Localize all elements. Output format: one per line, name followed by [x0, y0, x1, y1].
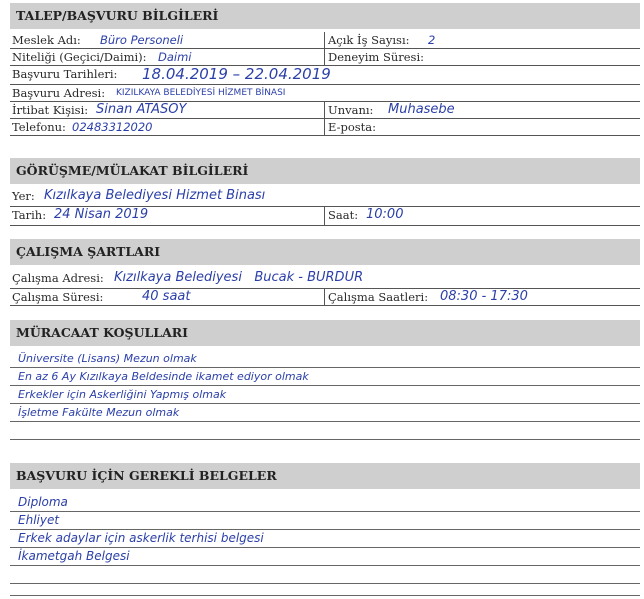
- divider: [324, 119, 325, 135]
- irtibat-value: Sinan ATASOY: [96, 102, 187, 117]
- divider: [324, 102, 325, 118]
- muracaat-line-empty: [10, 422, 640, 440]
- belge-line: [10, 548, 640, 566]
- belge-line: [10, 494, 640, 512]
- muracaat-line: [10, 386, 640, 404]
- calisma-adres-value: Kızılkaya Belediyesi Bucak - BURDUR: [114, 270, 364, 285]
- basvuru-tarih-value: 18.04.2019 – 22.04.2019: [142, 65, 331, 83]
- belge-line: [10, 512, 640, 530]
- row-basvuru-tarihleri: [10, 66, 640, 85]
- belge-line-text: Diploma: [18, 495, 68, 509]
- muracaat-line: [10, 368, 640, 386]
- section-header-calisma: ÇALIŞMA ŞARTLARI: [10, 239, 640, 265]
- section-header-muracaat: MÜRACAAT KOŞULLARI: [10, 320, 640, 346]
- calisma-sure-value: 40 saat: [142, 289, 191, 304]
- calisma-saatleri-value: 08:30 - 17:30: [440, 289, 528, 304]
- belge-line: [10, 530, 640, 548]
- belge-line-empty: [10, 583, 640, 596]
- eposta-label: E-posta:: [328, 120, 377, 134]
- section-header-talep: TALEP/BAŞVURU BİLGİLERİ: [10, 3, 640, 29]
- row-yer: [10, 188, 640, 207]
- gorusme-tarih-value: 24 Nisan 2019: [54, 207, 149, 222]
- meslek-label: Meslek Adı:: [12, 33, 81, 47]
- unvan-label: Unvanı:: [328, 103, 374, 117]
- muracaat-line-text: Üniversite (Lisans) Mezun olmak: [18, 352, 197, 365]
- yer-value: Kızılkaya Belediyesi Hizmet Binası: [44, 188, 266, 203]
- row-meslek: [10, 32, 640, 49]
- muracaat-line-text: Erkekler için Askerliğini Yapmış olmak: [18, 388, 227, 401]
- calisma-saatleri-label: Çalışma Saatleri:: [328, 290, 429, 304]
- belge-line-text: İkametgah Belgesi: [18, 549, 130, 563]
- row-tarih-saat: [10, 207, 640, 226]
- yer-label: Yer:: [12, 189, 35, 203]
- section-header-gorusme: GÖRÜŞME/MÜLAKAT BİLGİLERİ: [10, 158, 640, 184]
- irtibat-label: İrtibat Kişisi:: [12, 103, 89, 117]
- acik-is-label: Açık İş Sayısı:: [328, 33, 410, 47]
- basvuru-adres-label: Başvuru Adresi:: [12, 86, 106, 100]
- calisma-adres-label: Çalışma Adresi:: [12, 271, 104, 285]
- saat-value: 10:00: [366, 207, 404, 222]
- row-basvuru-adresi: [10, 85, 640, 102]
- unvan-value: Muhasebe: [388, 102, 455, 117]
- row-calisma-adresi: [10, 270, 640, 289]
- muracaat-line: [10, 404, 640, 422]
- niteligi-value: Daimi: [158, 50, 192, 64]
- acik-is-value: 2: [428, 33, 436, 47]
- divider: [324, 32, 325, 48]
- calisma-sure-label: Çalışma Süresi:: [12, 290, 104, 304]
- basvuru-tarih-label: Başvuru Tarihleri:: [12, 67, 118, 81]
- divider: [324, 49, 325, 65]
- divider: [324, 207, 325, 225]
- telefon-label: Telefonu:: [12, 120, 66, 134]
- belge-line-text: Ehliyet: [18, 513, 60, 527]
- muracaat-line: [10, 350, 640, 368]
- muracaat-line-text: İşletme Fakülte Mezun olmak: [18, 406, 180, 419]
- saat-label: Saat:: [328, 208, 359, 222]
- gorusme-tarih-label: Tarih:: [12, 208, 47, 222]
- row-niteligi: [10, 49, 640, 66]
- row-calisma-sure: [10, 289, 640, 306]
- belge-line-empty: [10, 566, 640, 584]
- muracaat-line-text: En az 6 Ay Kızılkaya Beldesinde ikamet ediyor olmak: [18, 370, 309, 383]
- row-telefon: [10, 119, 640, 136]
- telefon-value: 02483312020: [72, 120, 153, 134]
- niteligi-label: Niteliği (Geçici/Daimi):: [12, 50, 147, 64]
- belge-line-text: Erkek adaylar için askerlik terhisi belgesi: [18, 531, 264, 545]
- deneyim-label: Deneyim Süresi:: [328, 50, 425, 64]
- meslek-value: Büro Personeli: [100, 33, 184, 47]
- divider: [324, 289, 325, 305]
- basvuru-adres-value: KIZILKAYA BELEDİYESİ HİZMET BİNASI: [116, 88, 286, 98]
- row-irtibat: [10, 102, 640, 119]
- section-header-belgeler: BAŞVURU İÇİN GEREKLİ BELGELER: [10, 463, 640, 489]
